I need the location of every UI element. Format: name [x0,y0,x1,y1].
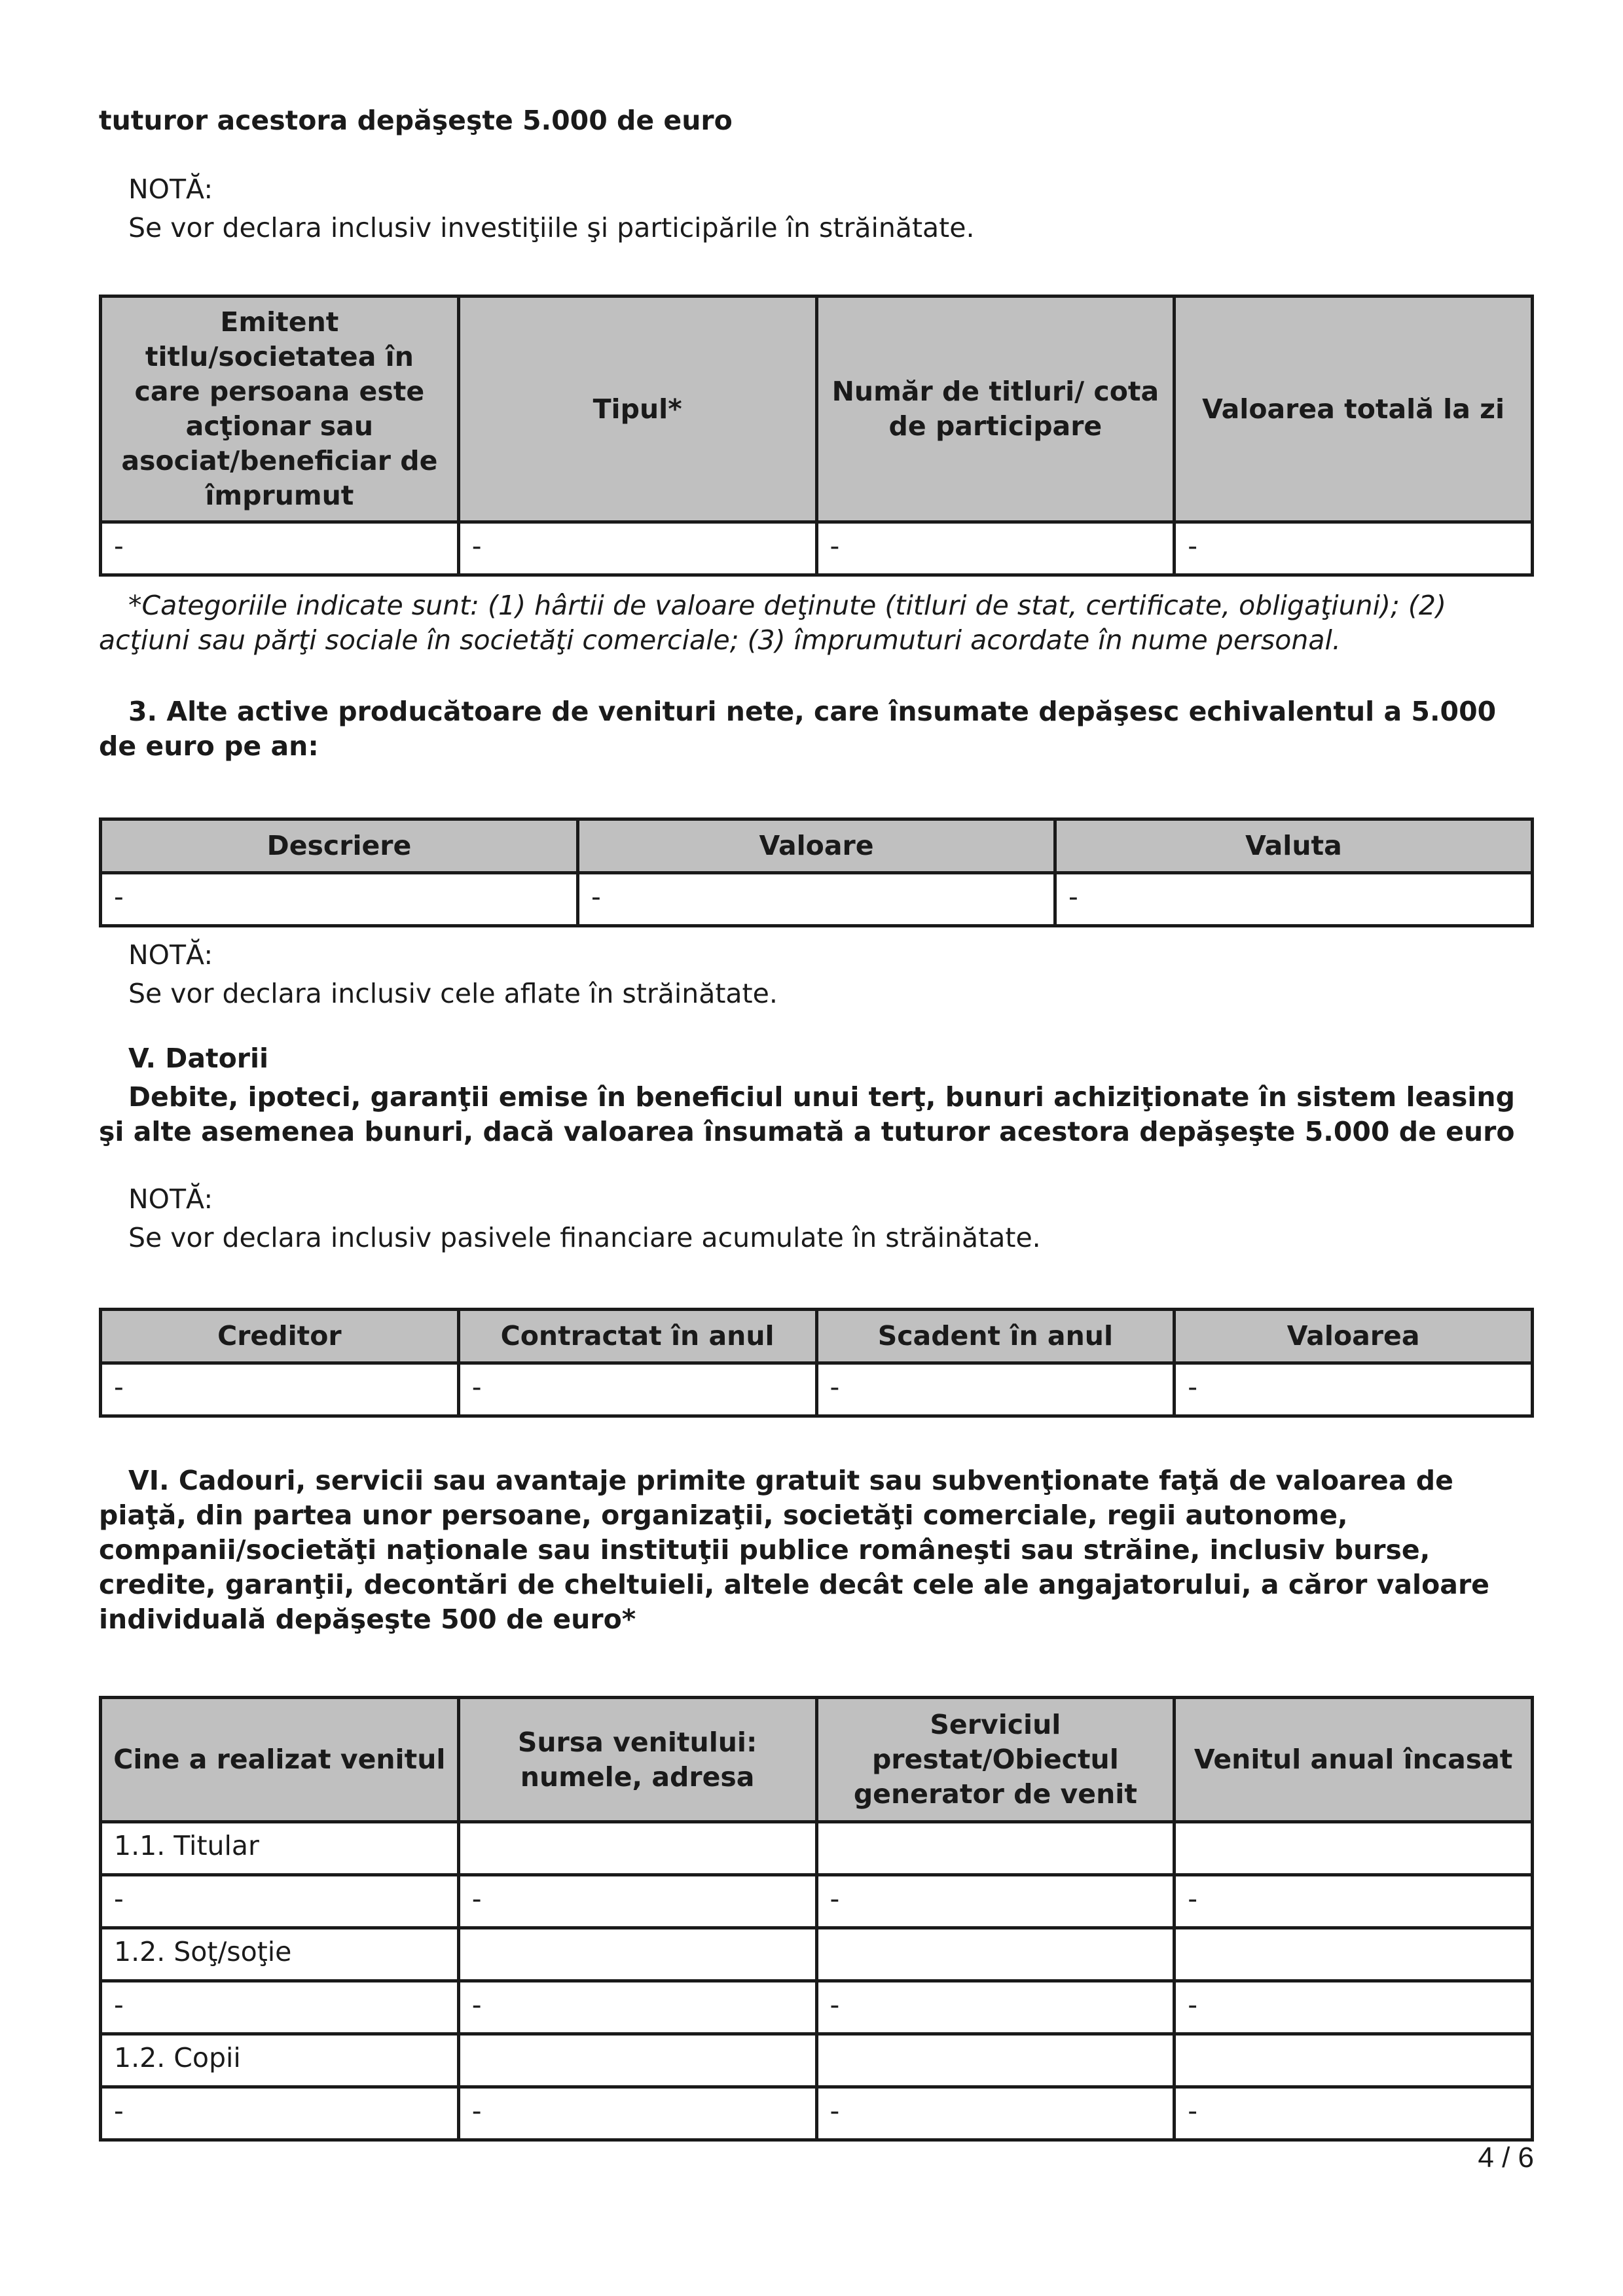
assets-table [99,817,1534,927]
investments-header: Emitent titlu/societatea în care persoana este acţionar sau asociat/beneficiar de împrumut [101,296,459,522]
table-cell: - [816,1875,1175,1928]
table-cell: - [1175,1875,1533,1928]
table-cell [1175,1822,1533,1875]
note1-text: Se vor declara inclusiv investiţiile şi participările în străinătate. [128,212,975,243]
table-cell: - [458,1875,816,1928]
table-cell [458,2034,816,2087]
table-cell: - [101,1875,459,1928]
table-row [101,1822,1533,1875]
table-cell: - [1175,522,1533,575]
gifts-header: Sursa venitului: numele, adresa [458,1698,816,1822]
table-cell: - [458,522,816,575]
debts-header: Contractat în anul [458,1310,816,1363]
table-cell: - [816,522,1175,575]
table-cell: - [458,1363,816,1416]
gifts-table [99,1696,1534,2142]
table-cell: - [578,873,1055,926]
table-row [101,1875,1533,1928]
table-cell: - [1175,1981,1533,2034]
table-cell [816,2034,1175,2087]
table-cell [816,1822,1175,1875]
table-cell: 1.2. Soţ/soţie [101,1928,459,1981]
table-cell [1175,1928,1533,1981]
table-row [101,2034,1533,2087]
debts-table [99,1308,1534,1418]
note1-label: NOTĂ: [128,173,213,205]
note2-label: NOTĂ: [128,939,213,971]
section5-description: Debite, ipoteci, garanţii emise în beneficiul unui terţ, bunuri achiziţionate în sistem leasing şi alte asemenea bunuri, dacă valoarea însumată a tuturor acestora depăşeşte 5.000 de euro [99,1081,1515,1147]
table-cell: - [101,2087,459,2140]
debts-header: Scadent în anul [816,1310,1175,1363]
intro-line: tuturor acestora depăşeşte 5.000 de euro [99,105,733,136]
investments-header: Valoarea totală la zi [1175,296,1533,522]
debts-header: Creditor [101,1310,459,1363]
gifts-header: Serviciul prestat/Obiectul generator de venit [816,1698,1175,1822]
table-row [101,1363,1533,1416]
table-cell: - [816,1981,1175,2034]
note2-text: Se vor declara inclusiv cele aflate în străinătate. [128,978,778,1009]
table-row [101,873,1533,926]
table-row [101,522,1533,575]
table-cell [458,1822,816,1875]
table-cell: 1.1. Titular [101,1822,459,1875]
section5-title: V. Datorii [128,1043,269,1074]
table-cell: - [458,1981,816,2034]
table-cell: - [1175,2087,1533,2140]
investments-header: Tipul* [458,296,816,522]
table-row [101,2087,1533,2140]
assets-header: Descriere [101,819,578,873]
note3-text: Se vor declara inclusiv pasivele financiare acumulate în străinătate. [128,1222,1041,1253]
table-cell: - [458,2087,816,2140]
table-cell [458,1928,816,1981]
gifts-header: Cine a realizat venitul [101,1698,459,1822]
table-cell [816,1928,1175,1981]
footnote: *Categoriile indicate sunt: (1) hârtii de valoare deţinute (titluri de stat, certificate, obligaţiuni); (2) acţiuni sau părţi sociale în societăţi comerciale; (3) împrumuturi acordate în nume personal. [99,590,1446,656]
table-cell: - [1175,1363,1533,1416]
debts-header: Valoarea [1175,1310,1533,1363]
document-page [99,98,1534,2142]
table-cell [1175,2034,1533,2087]
assets-header: Valuta [1055,819,1533,873]
page-number: 4 / 6 [1478,2142,1534,2174]
table-row [101,1928,1533,1981]
table-cell: - [101,1981,459,2034]
table-cell: - [101,1363,459,1416]
gifts-header: Venitul anual încasat [1175,1698,1533,1822]
section6-title: VI. Cadouri, servicii sau avantaje primite gratuit sau subvenţionate faţă de valoarea de piaţă, din partea unor persoane, organizaţii, societăţi comerciale, regii autonome, companii/societăţi naţionale sau instituţii publice româneşti sau străine, inclusiv burse, credite, garanţii, decontări de cheltuieli, altele decât cele ale angajatorului, a căror valoare individuală depăşeşte 500 de euro* [99,1465,1489,1635]
note3-label: NOTĂ: [128,1183,213,1215]
table-cell: - [816,1363,1175,1416]
table-cell: 1.2. Copii [101,2034,459,2087]
table-cell: - [1055,873,1533,926]
investments-header: Număr de titluri/ cota de participare [816,296,1175,522]
table-cell: - [101,873,578,926]
investments-table [99,295,1534,577]
table-cell: - [101,522,459,575]
assets-header: Valoare [578,819,1055,873]
section3-title: 3. Alte active producătoare de venituri nete, care însumate depăşesc echivalentul a 5.000 de euro pe an: [99,696,1497,762]
table-cell: - [816,2087,1175,2140]
table-row [101,1981,1533,2034]
